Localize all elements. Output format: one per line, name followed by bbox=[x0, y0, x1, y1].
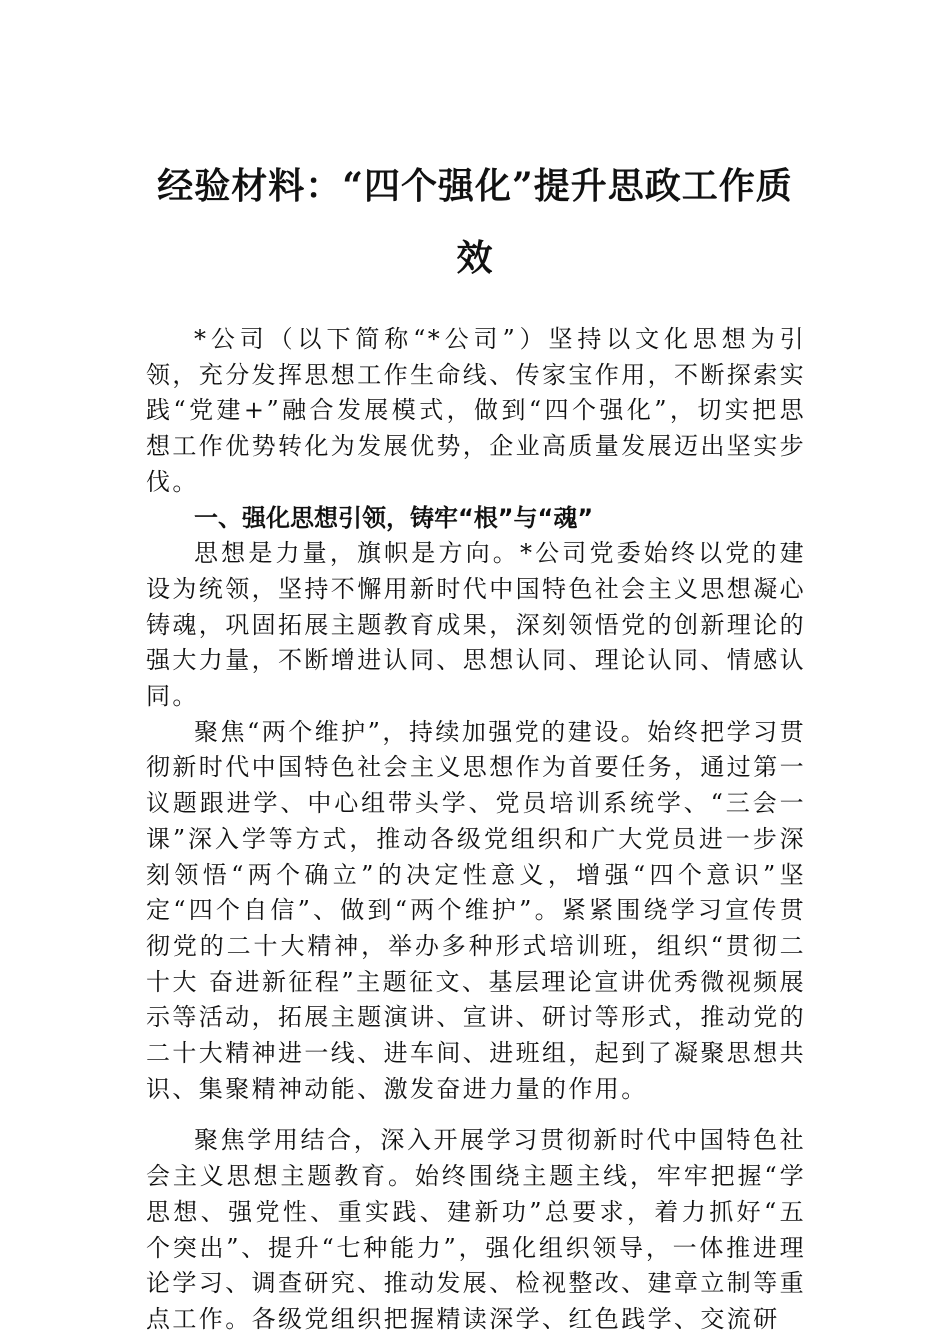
intro-paragraph: *公司（以下简称“*公司”）坚持以文化思想为引领，充分发挥思想工作生命线、传家宝作用，不断探索实践“党建+”融合发展模式，做到“四个强化”，切实把思想工作优势转化为发展优势，企业高质量发展迈出坚实步伐。 bbox=[146, 325, 806, 496]
section-1-heading: 一、强化思想引领，铸牢“根”与“魂” bbox=[194, 503, 594, 532]
section-1-paragraph-2: 聚焦“两个维护”，持续加强党的建设。始终把学习贯彻新时代中国特色社会主义思想作为首要任务，通过第一议题跟进学、中心组带头学、党员培训系统学、“三会一课”深入学等方式，推动各级党组织和广大党员进一步深刻领悟“两个确立”的决定性意义，增强“四个意识”坚定“四个自信”、做到“两个维护”。紧紧围绕学习宣传贯彻党的二十大精神，举办多种形式培训班，组织“贯彻二十大 奋进新征程”主题征文、基层理论宣讲优秀微视频展示等活动，拓展主题演讲、宣讲、研讨等形式，推动党的二十大精神进一线、进车间、进班组，起到了凝聚思想共识、集聚精神动能、激发奋进力量的作用。 bbox=[146, 717, 806, 1103]
section-1-paragraph-1: 思想是力量，旗帜是方向。*公司党委始终以党的建设为统领，坚持不懈用新时代中国特色社会主义思想凝心铸魂，巩固拓展主题教育成果，深刻领悟党的创新理论的强大力量，不断增进认同、思想认同、理论认同、情感认同。 bbox=[146, 539, 806, 711]
document-title: 经验材料：“四个强化”提升思政工作质效 bbox=[157, 165, 793, 279]
section-1-paragraph-3: 聚焦学用结合，深入开展学习贯彻新时代中国特色社会主义思想主题教育。始终围绕主题主线，牢牢把握“学思想、强党性、重实践、建新功”总要求，着力抓好“五个突出”、提升“七种能力”，强化组织领导，一体推进理论学习、调查研究、推动发展、检视整改、建章立制等重点工作。各级党组织把握精读深学、红色践学、交流研 bbox=[146, 1126, 806, 1333]
document-body bbox=[146, 322, 806, 1338]
